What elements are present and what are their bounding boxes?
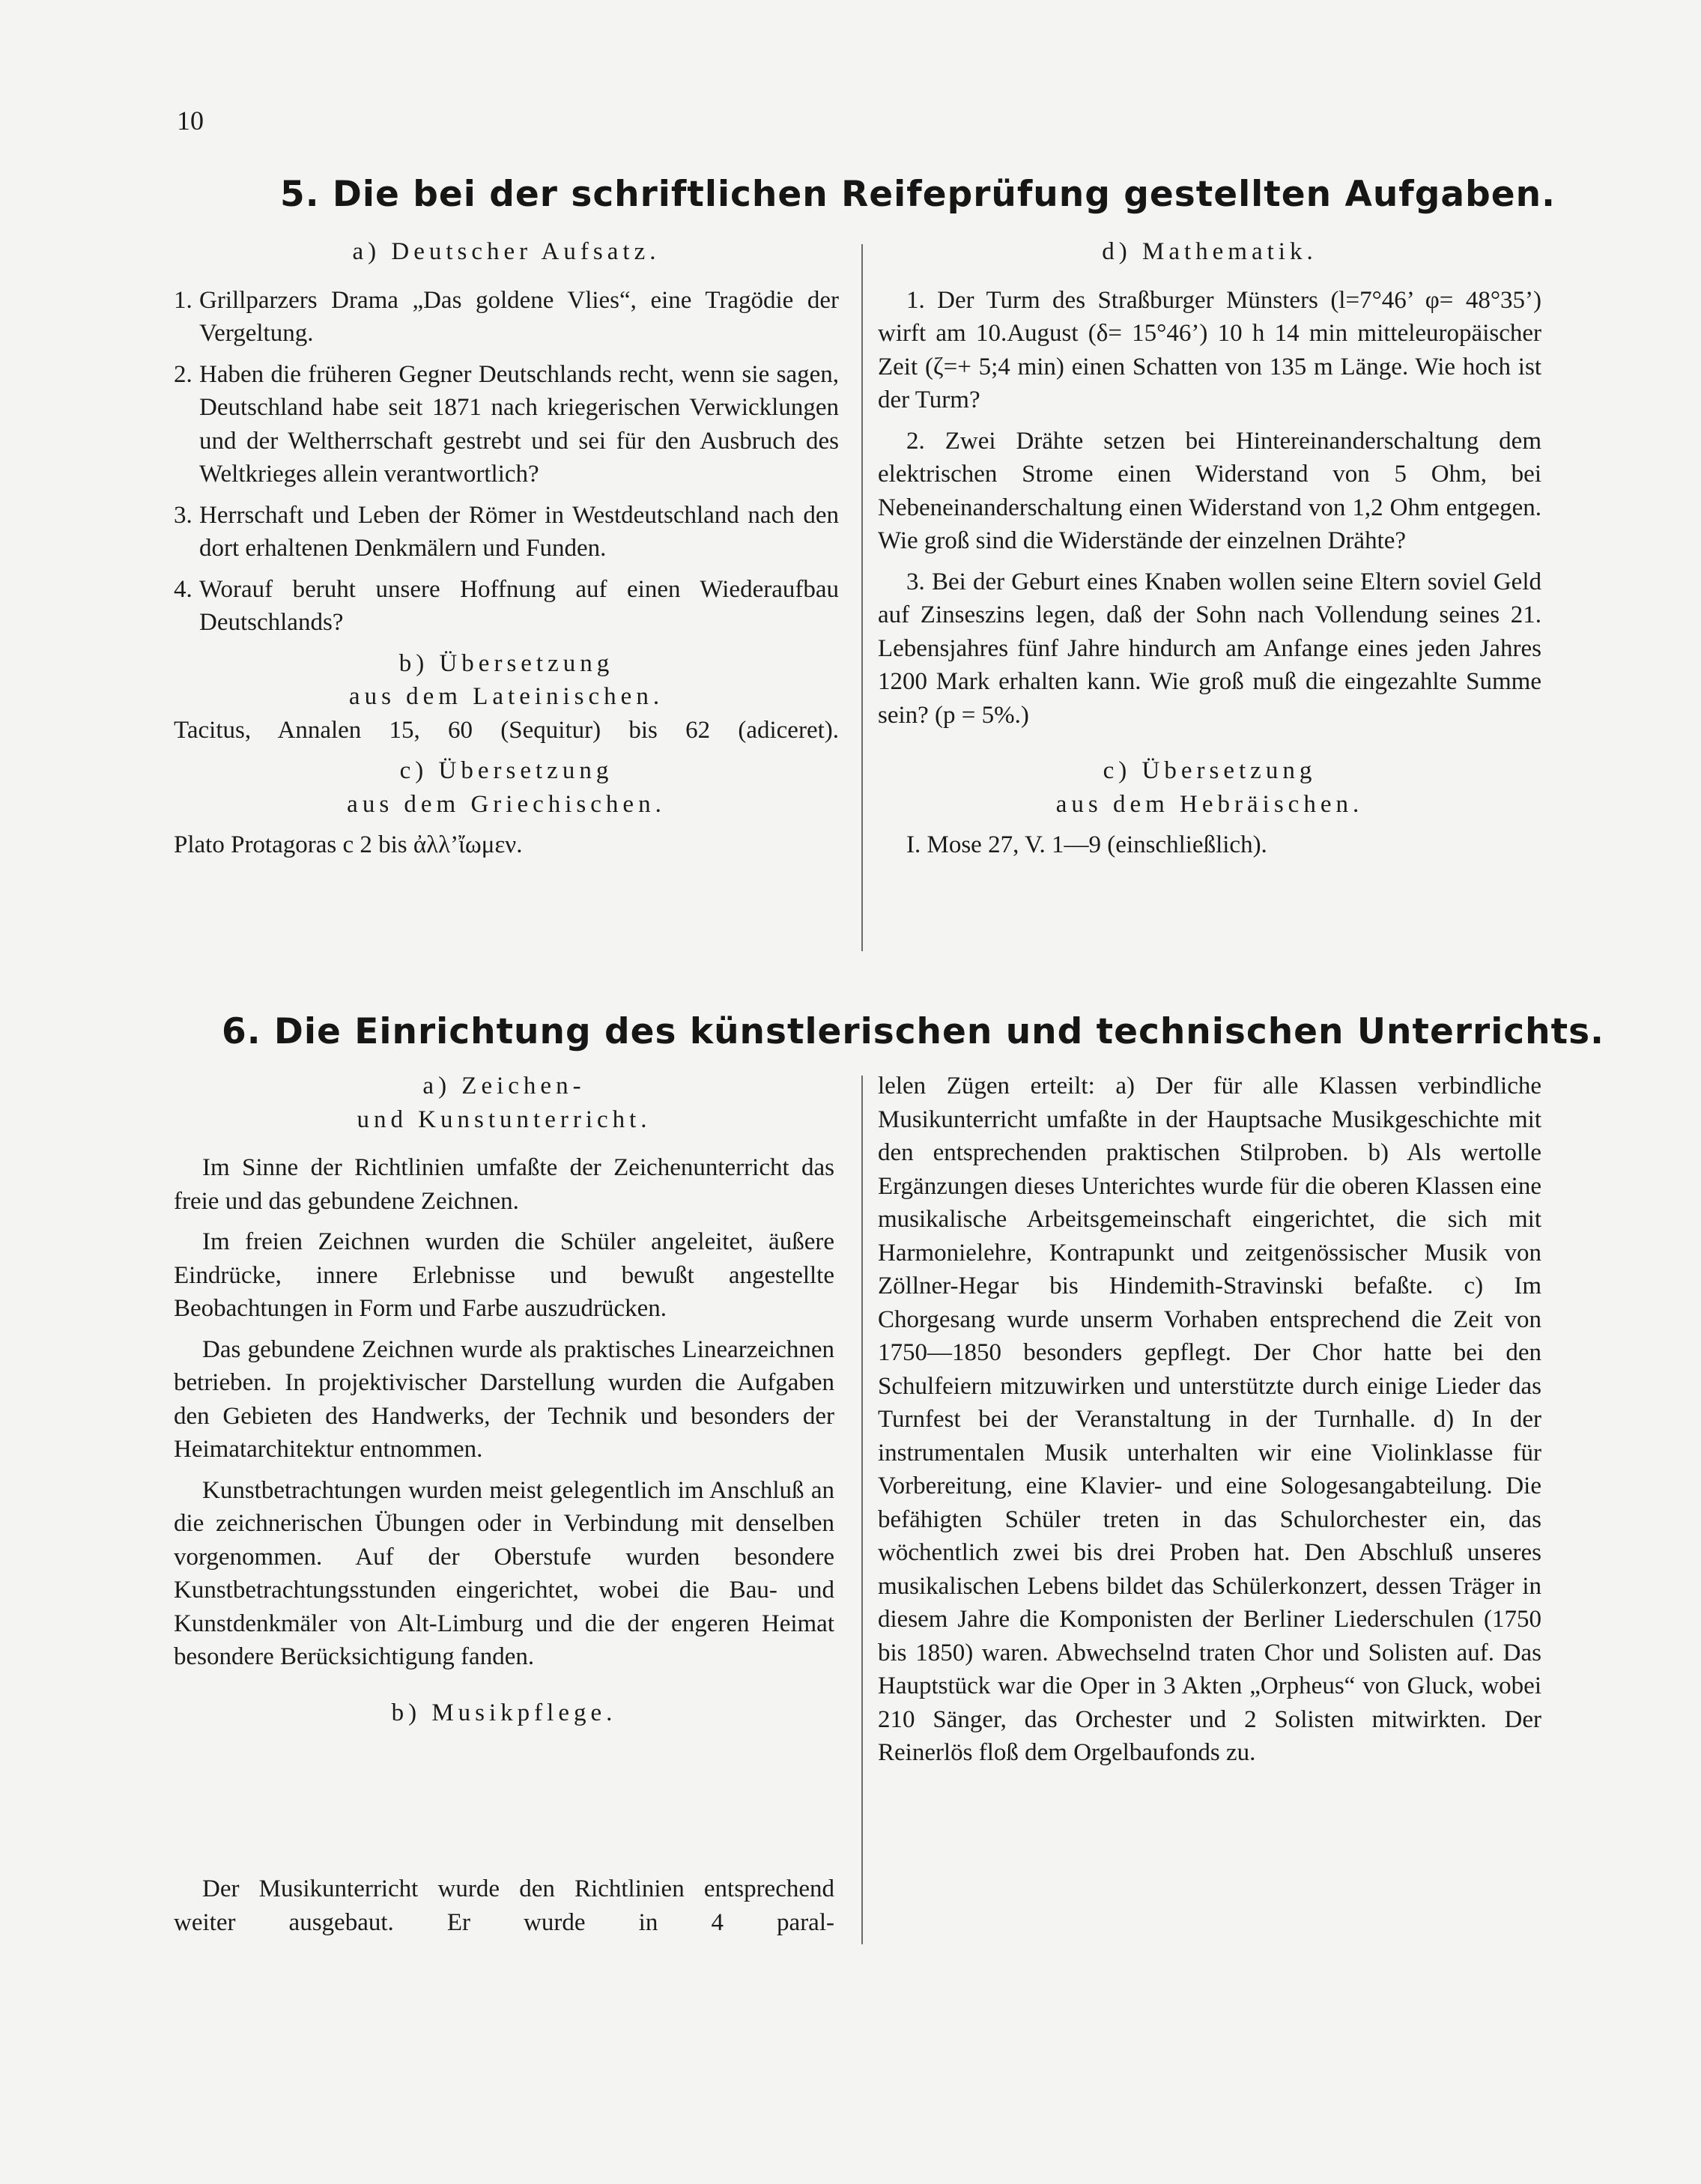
section-6-column-divider — [861, 1076, 863, 1944]
music-paragraph-continued: lelen Zügen erteilt: a) Der für alle Klassen verbindliche Musikunterricht umfaßte in der Hauptsache Musikgeschichte mit den entsprechenden praktischen Stilproben. b) Als wertolle Ergänzungen dieses Unterichtes wurde für die oberen Klassen eine musikalische Arbeitsgemeinschaft eingerichtet, die sich mit Harmonielehre, Kontrapunkt und zeitgenössischer Musik von Zöllner-Hegar bis Hindemith-Stravinski befaßte. c) Im Chorgesang wurde unserm Vorhaben entsprechend die Zeit von 1750—1850 besonders gepflegt. Der Chor hatte bei den Schulfeiern mitzuwirken und unterstützte durch einige Lieder das Turnfest bei der Veranstaltung in der Turnhalle. d) In der instrumentalen Musik unterhalten wir eine Violinklasse für Vorbereitung, eine Klavier- und eine Sologesangabteilung. Die befähigten Schüler treten in das Schulorchester ein, das wöchentlich zwei bis drei Proben hat. Den Abschluß unseres musikalischen Lebens bildet das Schülerkonzert, dessen Träger in diesem Jahre die Komponisten der Berliner Liederschulen (1750 bis 1850) waren. Abwechselnd traten Chor und Solisten auf. Das Hauptstück war die Oper in 3 Akten „Orpheus“ von Gluck, wobei 210 Sänger, das Orchester und 2 Solisten mitwirkten. Der Reinerlös floß dem Orgelbaufonds zu. — [878, 1073, 1541, 1766]
drawing-heading: a) Zeichen- — [422, 1073, 586, 1099]
section-5-column-divider — [861, 244, 863, 951]
greek-translation-heading: c) Übersetzung — [399, 757, 613, 784]
greek-translation-text: Plato Protagoras c 2 bis ἀλλ’ἴωμεν. — [174, 831, 523, 858]
latin-translation-subheading: aus dem Lateinischen. — [348, 683, 664, 710]
greek-translation-subheading: aus dem Griechischen. — [347, 790, 666, 818]
german-essay-heading: a) Deutscher Aufsatz. — [352, 238, 661, 265]
drawing-paragraph: Das gebundene Zeichnen wurde als praktisches Linearzeichnen betrieben. In projektivischer Darstellung wurden die Aufgaben den Gebieten des Handwerks, der Technik und besonders der Heimatarchitektur entnommen. — [174, 1335, 834, 1463]
math-problem: 2. Zwei Drähte setzen bei Hintereinanderschaltung dem elektrischen Strome einen Widerstand von 5 Ohm, bei Nebeneinanderschaltung einen Widerstand von 1,2 Ohm entgegen. Wie groß sind die Widerstände der einzelnen Drähte? — [878, 427, 1542, 554]
hebrew-translation-text: I. Mose 27, V. 1—9 (einschließlich). — [906, 831, 1267, 858]
essay-topic: 1. Grillparzers Drama „Das goldene Vlies“, eine Tragödie der Vergeltung. — [174, 286, 839, 347]
section-5-right-column — [878, 235, 1541, 862]
page-number: 10 — [177, 106, 204, 136]
section-6-left-column — [174, 1070, 834, 1729]
section-6-heading: 6. Die Einrichtung des künstlerischen und technischen Unterrichts. — [222, 1011, 1604, 1052]
hebrew-translation-heading: c) Übersetzung — [1103, 757, 1317, 784]
essay-topic: 4. Worauf beruht unsere Hoffnung auf einen Wiederaufbau Deutschlands? — [174, 575, 839, 636]
music-heading: b) Musikpflege. — [391, 1699, 617, 1726]
drawing-paragraph: Im Sinne der Richtlinien umfaßte der Zeichenunterricht das freie und das gebundene Zeichnen. — [174, 1154, 834, 1215]
latin-translation-heading: b) Übersetzung — [398, 649, 614, 677]
math-problem: 3. Bei der Geburt eines Knaben wollen seine Eltern soviel Geld auf Zinseszins legen, daß der Sohn nach Vollendung seines 21. Lebensjahres fünf Jahre hindurch am Anfange eines jeden Jahres 1200 Mark erhalten kann. Wie groß muß die eingezahlte Summe sein? (p = 5%.) — [878, 568, 1541, 729]
drawing-paragraph: Im freien Zeichnen wurden die Schüler angeleitet, äußere Eindrücke, innere Erlebnisse und bewußt angestellte Beobachtungen in Form und Farbe auszudrücken. — [174, 1228, 834, 1322]
drawing-paragraph: Kunstbetrachtungen wurden meist gelegentlich im Anschluß an die zeichnerischen Übungen oder in Verbindung mit denselben vorgenommen. Auf der Oberstufe wurden besondere Kunstbetrachtungsstunden eingerichtet, wobei die Bau- und Kunstdenkmäler von Alt-Limburg und die der engeren Heimat besondere Berücksichtigung fanden. — [174, 1476, 834, 1670]
section-5-heading: 5. Die bei der schriftlichen Reifeprüfung gestellten Aufgaben. — [280, 174, 1556, 215]
music-paragraph-start: Der Musikunterricht wurde den Richtlinien entsprechend weiter ausgebaut. Er wurde in 4 paral- — [174, 1875, 834, 1936]
hebrew-translation-subheading: aus dem Hebräischen. — [1055, 790, 1364, 818]
section-5-left-column — [174, 235, 839, 862]
essay-topic: 2. Haben die früheren Gegner Deutschlands recht, wenn sie sagen, Deutschland habe seit 1871 nach kriegerischen Verwicklungen und der Weltherrschaft gestrebt und sei für den Ausbruch des Weltkrieges allein verantwortlich? — [174, 360, 839, 488]
latin-translation-text: Tacitus, Annalen 15, 60 (Sequitur) bis 62 (adiceret). — [174, 716, 839, 744]
math-heading: d) Mathematik. — [1102, 238, 1318, 265]
math-problem: 1. Der Turm des Straßburger Münsters (l=7°46’ φ= 48°35’) wirft am 10.August (δ= 15°46’) 10 h 14 min mitteleuropäischer Zeit (ζ=+ 5;4 min) einen Schatten von 135 m Länge. Wie hoch ist der Turm? — [878, 286, 1541, 413]
essay-topic: 3. Herrschaft und Leben der Römer in Westdeutschland nach den dort erhaltenen Denkmälern und Funden. — [174, 501, 839, 562]
drawing-subheading: und Kunstunterricht. — [357, 1105, 652, 1133]
